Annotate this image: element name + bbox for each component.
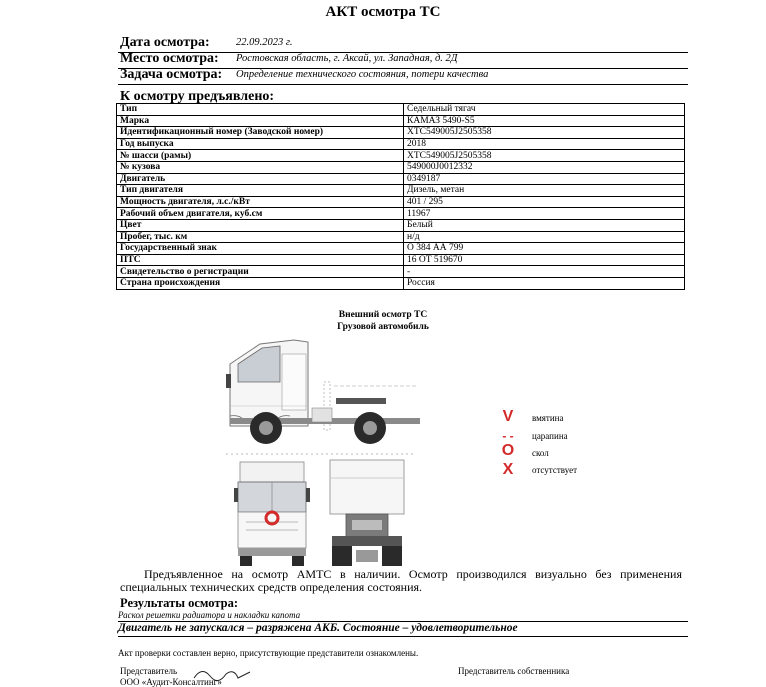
dent-symbol-icon: V (502, 408, 514, 425)
table-row (117, 266, 685, 278)
spec-label: Страна происхождения (117, 277, 404, 289)
spec-value: Седельный тягач (404, 104, 685, 116)
meta-value: 22.09.2023 г. (236, 37, 293, 48)
result-line: Раскол решетки радиатора и накладки капота (118, 610, 688, 622)
spec-label: Тип (117, 104, 404, 116)
spec-label: Цвет (117, 219, 404, 231)
closing-statement: Акт проверки составлен верно, присутствующие представители ознакомлены. (118, 648, 419, 658)
spec-label: Год выпуска (117, 138, 404, 150)
spec-label: Мощность двигателя, л.с./кВт (117, 196, 404, 208)
table-row (117, 231, 685, 243)
legend-label-chip: скол (532, 448, 549, 458)
result-line: Двигатель не запускался – разряжена АКБ. Состояние – удовлетворительное (118, 622, 688, 637)
spec-value: КАМАЗ 5490-S5 (404, 115, 685, 127)
missing-symbol-icon: X (502, 461, 514, 478)
spec-label: Государственный знак (117, 243, 404, 255)
table-row (117, 127, 685, 139)
chip-symbol-icon: O (501, 442, 515, 459)
inspection-subheading: Грузовой автомобиль (337, 322, 429, 332)
truck-front-view (232, 458, 312, 568)
spec-value: 549000J0012332 (404, 161, 685, 173)
table-row (117, 150, 685, 162)
table-row (117, 277, 685, 289)
spec-value: Россия (404, 277, 685, 289)
scratch-symbol-icon: - - (502, 429, 514, 443)
document-title: АКТ осмотра ТС (325, 4, 441, 20)
truck-rear-view (326, 458, 408, 568)
spec-label: № кузова (117, 161, 404, 173)
table-row (117, 208, 685, 220)
spec-value: Белый (404, 219, 685, 231)
spec-value: О 384 АА 799 (404, 243, 685, 255)
spec-label: ПТС (117, 254, 404, 266)
legend-label-missing: отсутствует (532, 465, 578, 475)
owner-representative-title: Представитель собственника (458, 666, 570, 676)
table-row (117, 254, 685, 266)
spec-value: 2018 (404, 138, 685, 150)
inspection-heading: Внешний осмотр ТС (338, 310, 428, 320)
spec-label: Тип двигателя (117, 185, 404, 197)
vehicle-spec-table (116, 103, 685, 290)
meta-label: Место осмотра: (120, 51, 219, 66)
meta-label: Задача осмотра: (120, 67, 223, 82)
legend-label-scratch: царапина (532, 431, 568, 441)
table-row (117, 219, 685, 231)
spec-label: Пробег, тыс. км (117, 231, 404, 243)
meta-value: Определение технического состояния, потери качества (236, 69, 489, 80)
spec-label: Свидетельство о регистрации (117, 266, 404, 278)
table-row (117, 115, 685, 127)
spec-value: XTC549005J2505358 (404, 150, 685, 162)
inspection-paragraph: Предъявленное на осмотр АМТС в наличии. Осмотр производился визуально без применения специальных технических средств определения состояния. (120, 567, 682, 594)
spec-value: 0349187 (404, 173, 685, 185)
spec-value: 11967 (404, 208, 685, 220)
legend-label-dent: вмятина (532, 413, 564, 423)
table-row (117, 196, 685, 208)
meta-value: Ростовская область, г. Аксай, ул. Западная, д. 2Д (236, 53, 458, 64)
meta-row-task (118, 68, 688, 85)
spec-value: - (404, 266, 685, 278)
spec-label: № шасси (рамы) (117, 150, 404, 162)
results-heading: Результаты осмотра: (120, 596, 238, 610)
spec-label: Рабочий объем двигателя, куб.см (117, 208, 404, 220)
spec-label: Двигатель (117, 173, 404, 185)
spec-value: н/д (404, 231, 685, 243)
representative-title: Представитель (120, 666, 178, 676)
table-row (117, 138, 685, 150)
spec-value: XTC549005J2505358 (404, 127, 685, 139)
truck-side-view (220, 330, 420, 456)
presented-heading: К осмотру предъявлено: (120, 89, 275, 104)
table-row (117, 243, 685, 255)
table-row (117, 173, 685, 185)
table-row (117, 161, 685, 173)
spec-value: Дизель, метан (404, 185, 685, 197)
spec-value: 16 ОТ 519670 (404, 254, 685, 266)
spec-label: Идентификационный номер (Заводской номер) (117, 127, 404, 139)
signature-image (192, 664, 252, 685)
table-row (117, 104, 685, 116)
representative-org: ООО «Аудит-Консалтинг» (120, 677, 222, 687)
spec-value: 401 / 295 (404, 196, 685, 208)
table-row (117, 185, 685, 197)
spec-label: Марка (117, 115, 404, 127)
meta-label: Дата осмотра: (120, 35, 210, 50)
